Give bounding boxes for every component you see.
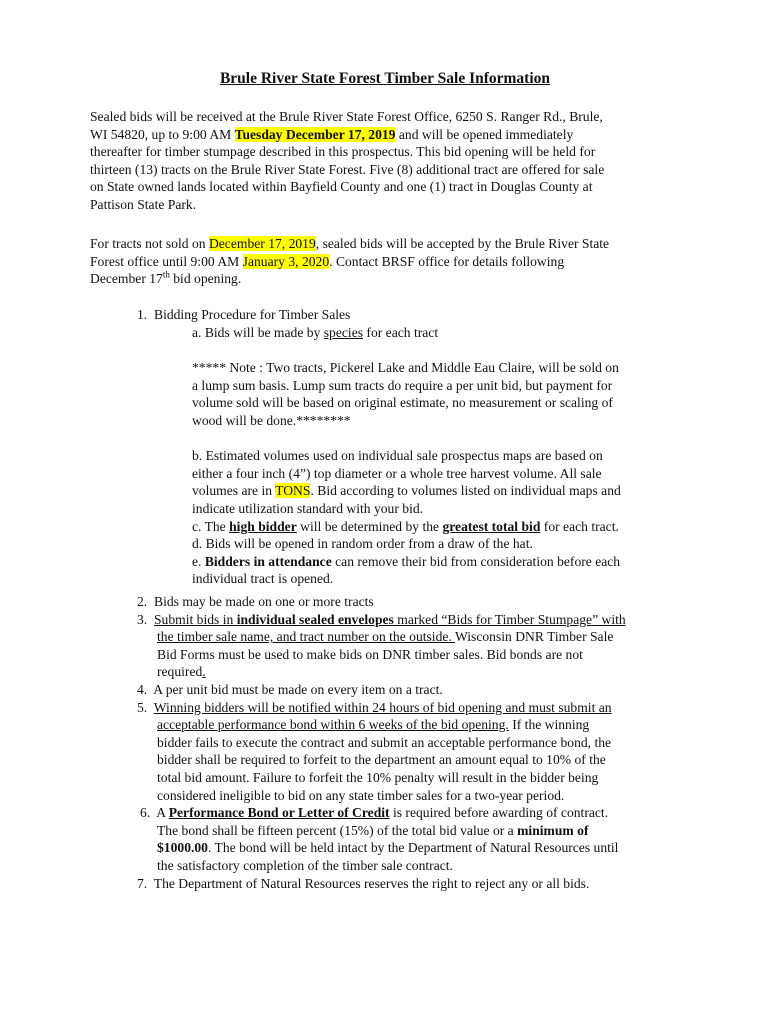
item-number: 1.: [137, 307, 148, 322]
item-number: 7.: [137, 875, 148, 891]
intro-line: on State owned lands located within Bayfield County and one (1) tract in Douglas County at: [90, 179, 593, 195]
intro-text: WI 54820, up to 9:00 AM: [90, 126, 235, 142]
amount-emphasis: $1000.00: [157, 840, 208, 856]
note-line: wood will be done.********: [192, 412, 351, 428]
subitem-text: volumes are in: [192, 483, 276, 499]
unsold-text: . Contact BRSF office for details following: [329, 253, 565, 269]
subitem-text: for each tract.: [540, 518, 619, 534]
subitem-text: for each tract: [363, 325, 439, 340]
list-item-continuation: Bid Forms must be used to make bids on DNR timber sales. Bid bonds are not: [157, 646, 583, 662]
note-line: ***** Note : Two tracts, Pickerel Lake and Middle Eau Claire, will be sold on: [192, 360, 619, 376]
species-underlined: species: [323, 325, 364, 340]
item-text: [154, 612, 626, 627]
subitem-e: individual tract is opened.: [192, 571, 334, 587]
item-text: The bond shall be fifteen percent (15%) of the total bid value or a: [157, 822, 518, 838]
performance-bond-emphasis: Performance Bond or Letter of Credit: [168, 805, 390, 821]
intro-line: [90, 126, 690, 144]
item-text: If the winning: [508, 717, 590, 733]
item-number: 5.: [137, 699, 148, 715]
unsold-paragraph: [90, 235, 690, 288]
minimum-emphasis: minimum of: [517, 822, 589, 838]
intro-line: Pattison State Park.: [90, 196, 197, 212]
list-item: [137, 681, 697, 699]
item-text: is required before awarding of contract.: [389, 805, 609, 821]
note-line: a lump sum basis. Lump sum tracts do require a per unit bid, but payment for: [192, 377, 613, 393]
list-item-continuation: [137, 822, 697, 840]
item-text: Bidding Procedure for Timber Sales: [154, 307, 351, 322]
item-1-subitems: [192, 324, 702, 588]
subitem-text: a. Bids will be made by: [192, 325, 324, 340]
unsold-text: Forest office until 9:00 AM: [90, 253, 243, 269]
item-number: 6.: [140, 805, 151, 821]
item-text: The Department of Natural Resources reserves the right to reject any or all bids.: [153, 875, 590, 891]
numbered-list: [137, 593, 697, 892]
list-item-continuation: bidder fails to execute the contract and submit an acceptable performance bond, the: [157, 734, 612, 750]
item-text: acceptable performance bond within 6 weeks of the bid opening.: [157, 717, 509, 733]
item-number: 3.: [137, 611, 148, 627]
list-item-continuation: considered ineligible to bid on any state timber sales for a two-year period.: [157, 787, 565, 803]
subitem-text: c. The: [192, 518, 230, 534]
subitem-c: [192, 518, 702, 536]
list-item-continuation: the satisfactory completion of the timber sale contract.: [157, 857, 453, 873]
item-text: . The bond will be held intact by the Department of Natural Resources until: [207, 840, 619, 856]
high-bidder-emphasis: high bidder: [229, 518, 297, 534]
intro-line: Sealed bids will be received at the Brule River State Forest Office, 6250 S. Ranger Rd., Brule,: [90, 109, 603, 124]
subitem-d: d. Bids will be opened in random order from a draw of the hat.: [192, 536, 533, 552]
list-item: [137, 699, 697, 717]
unsold-text: bid opening.: [169, 271, 242, 287]
item-text: Wisconsin DNR Timber Sale: [454, 629, 614, 645]
date-highlight: December 17, 2019: [208, 236, 316, 251]
item-text: .: [202, 664, 206, 680]
unsold-text: For tracts not sold on: [90, 236, 209, 251]
item-number: 2.: [137, 594, 148, 609]
list-item: [137, 593, 697, 611]
subitem-a: [192, 324, 702, 342]
list-item: [137, 306, 697, 324]
subitem-text: e.: [192, 553, 205, 569]
intro-paragraph: [90, 108, 690, 214]
item-text: required: [157, 664, 203, 680]
sealed-envelopes-emphasis: individual sealed envelopes: [236, 611, 394, 627]
item-text: the timber sale name, and tract number on the outside.: [157, 629, 455, 645]
greatest-bid-emphasis: greatest total bid: [442, 518, 541, 534]
date-highlight: January 3, 2020: [242, 253, 330, 269]
superscript: th: [162, 269, 170, 280]
item-number: 4.: [137, 681, 148, 697]
subitem-e: [192, 553, 702, 571]
intro-line: thirteen (13) tracts on the Brule River State Forest. Five (8) additional tract are offered for sale: [90, 161, 605, 177]
list-item-continuation: bidder shall be required to forfeit to the department an amount equal to 10% of the: [157, 752, 606, 768]
unsold-text: December 17: [90, 271, 163, 287]
list-item-continuation: total bid amount. Failure to forfeit the 10% penalty will result in the bidder being: [157, 769, 599, 785]
item-text: Winning bidders will be notified within 24 hours of bid opening and must submit an: [153, 699, 612, 715]
bidders-attendance-emphasis: Bidders in attendance: [204, 553, 332, 569]
intro-text: and will be opened immediately: [395, 126, 574, 142]
unsold-line: [90, 253, 690, 271]
list-item: [137, 611, 697, 629]
note-line: volume sold will be based on original estimate, no measurement or scaling of: [192, 395, 613, 411]
list-item-continuation: [137, 839, 697, 857]
subitem-b: [192, 482, 702, 500]
list-item-continuation: [137, 663, 697, 681]
subitem-text: will be determined by the: [296, 518, 443, 534]
item-text: Submit bids in: [154, 611, 237, 627]
list-item: [140, 804, 697, 822]
item-text: A per unit bid must be made on every item on a tract.: [153, 681, 443, 697]
subitem-b: either a four inch (4”) top diameter or a whole tree harvest volume. All sale: [192, 465, 602, 481]
item-text: marked “Bids for Timber Stumpage” with: [393, 611, 626, 627]
subitem-b: b. Estimated volumes used on individual sale prospectus maps are based on: [192, 448, 603, 464]
item-text: Bids may be made on one or more tracts: [154, 594, 374, 609]
unsold-line: [90, 235, 690, 253]
item-text: A: [156, 805, 169, 821]
bid-date-highlight: Tuesday December 17, 2019: [234, 126, 396, 142]
list-item-continuation: [137, 628, 697, 646]
tons-highlight: TONS: [275, 483, 311, 499]
page-title: Brule River State Forest Timber Sale Information: [219, 70, 551, 87]
subitem-text: . Bid according to volumes listed on individual maps and: [310, 483, 621, 499]
unsold-text: , sealed bids will be accepted by the Brule River State: [315, 236, 610, 251]
unsold-line: [90, 270, 690, 288]
list-item: [137, 875, 697, 893]
list-item-continuation: [137, 716, 697, 734]
intro-line: thereafter for timber stumpage described in this prospectus. This bid opening will be held for: [90, 144, 596, 160]
item-1-heading: [137, 306, 697, 324]
subitem-b: indicate utilization standard with your bid.: [192, 500, 424, 516]
subitem-text: can remove their bid from consideration before each: [331, 553, 621, 569]
